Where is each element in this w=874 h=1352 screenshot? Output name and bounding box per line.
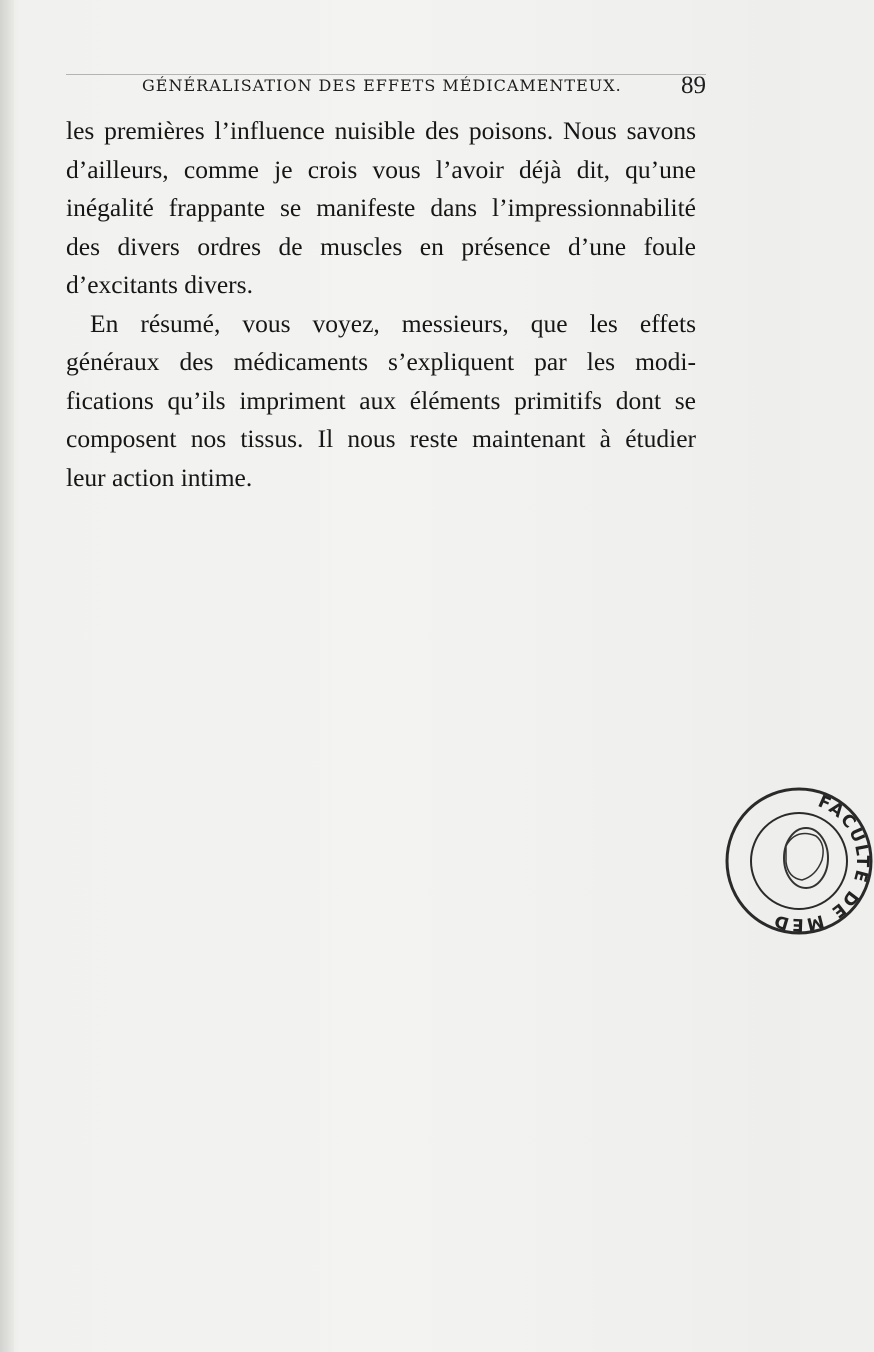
library-stamp-seal — [724, 786, 874, 936]
text-line: des divers ordres de muscles en présence d’une foule — [66, 231, 696, 261]
running-head: GÉNÉRALISATION DES EFFETS MÉDICAMENTEUX. — [142, 76, 622, 95]
text-line-paragraph-start: En résumé, vous voyez, messieurs, que les effets — [90, 308, 696, 338]
text-line: les premières l’influence nuisible des poisons. Nous savons — [66, 116, 696, 145]
page-gutter-shadow — [0, 0, 14, 1352]
body-text — [66, 112, 696, 497]
header-rule — [66, 74, 706, 75]
text-line: d’ailleurs, comme je crois vous l’avoir déjà dit, qu’une — [66, 154, 696, 184]
text-line: fications qu’ils impriment aux éléments primitifs dont se — [66, 385, 696, 415]
text-line: leur action intime. — [66, 462, 253, 492]
stamp-lettering: FACULTE DE MED — [770, 791, 873, 935]
text-line: composent nos tissus. Il nous reste maintenant à étudier — [66, 424, 696, 453]
text-line: inégalité frappante se manifeste dans l’impressionnabilité — [66, 193, 696, 222]
text-line: généraux des médicaments s’expliquent par les modi- — [66, 347, 696, 376]
text-line: d’excitants divers. — [66, 270, 253, 299]
reverse-page-bleed-through — [60, 480, 720, 1080]
page-number: 89 — [681, 72, 706, 99]
page-header — [66, 72, 706, 106]
